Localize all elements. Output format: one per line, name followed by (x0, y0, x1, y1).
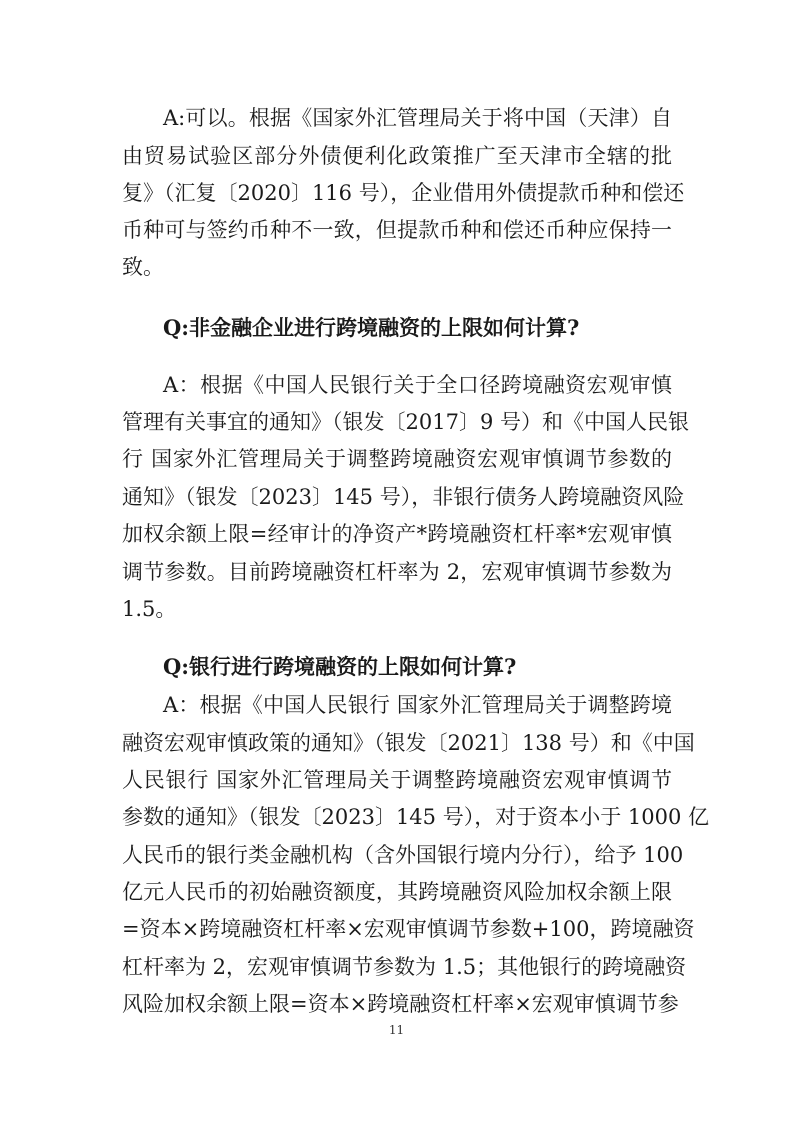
text-line: A：根据《中国人民银行 国家外汇管理局关于调整跨境 (163, 693, 672, 717)
text-line: 1.5。 (122, 597, 177, 621)
question-heading: Q:非金融企业进行跨境融资的上限如何计算? (163, 315, 580, 340)
text-line: 人民币的银行类金融机构（含外国银行境内分行），给予 100 (122, 843, 684, 867)
text-line: 通知》（银发〔2023〕145 号），非银行债务人跨境融资风险 (122, 485, 685, 509)
text-line: 杠杆率为 2，宏观审慎调节参数为 1.5；其他银行的跨境融资 (122, 955, 687, 979)
text-line: 参数的通知》（银发〔2023〕145 号），对于资本小于 1000 亿 (122, 805, 709, 829)
text-line: 币种可与签约币种不一致，但提款币种和偿还币种应保持一 (122, 218, 672, 242)
text-line: A：根据《中国人民银行关于全口径跨境融资宏观审慎 (163, 373, 672, 397)
text-line: 人民银行 国家外汇管理局关于调整跨境融资宏观审慎调节 (122, 768, 672, 792)
text-line: 亿元人民币的初始融资额度，其跨境融资风险加权余额上限 (122, 880, 672, 904)
text-line: 融资宏观审慎政策的通知》（银发〔2021〕138 号）和《中国 (122, 731, 695, 755)
text-line: 复》（汇复〔2020〕116 号），企业借用外债提款币种和偿还 (122, 181, 685, 205)
text-line: 风险加权余额上限=资本×跨境融资杠杆率×宏观审慎调节参 (122, 992, 679, 1016)
text-line: =资本×跨境融资杠杆率×宏观审慎调节参数+100，跨境融资 (122, 917, 695, 941)
text-line: 致。 (122, 255, 164, 279)
text-line: 加权余额上限=经审计的净资产*跨境融资杠杆率*宏观审慎 (122, 522, 672, 546)
text-line: 管理有关事宜的通知》（银发〔2017〕9 号）和《中国人民银 (122, 410, 689, 434)
text-line: 行 国家外汇管理局关于调整跨境融资宏观审慎调节参数的 (122, 447, 672, 471)
text-line: 调节参数。目前跨境融资杠杆率为 2，宏观审慎调节参数为 (122, 560, 672, 584)
text-line: 由贸易试验区部分外债便利化政策推广至天津市全辖的批 (122, 144, 672, 168)
text-line: A:可以。根据《国家外汇管理局关于将中国（天津）自 (163, 106, 672, 130)
page-number: 11 (388, 1023, 405, 1037)
question-heading: Q:银行进行跨境融资的上限如何计算? (163, 654, 517, 679)
